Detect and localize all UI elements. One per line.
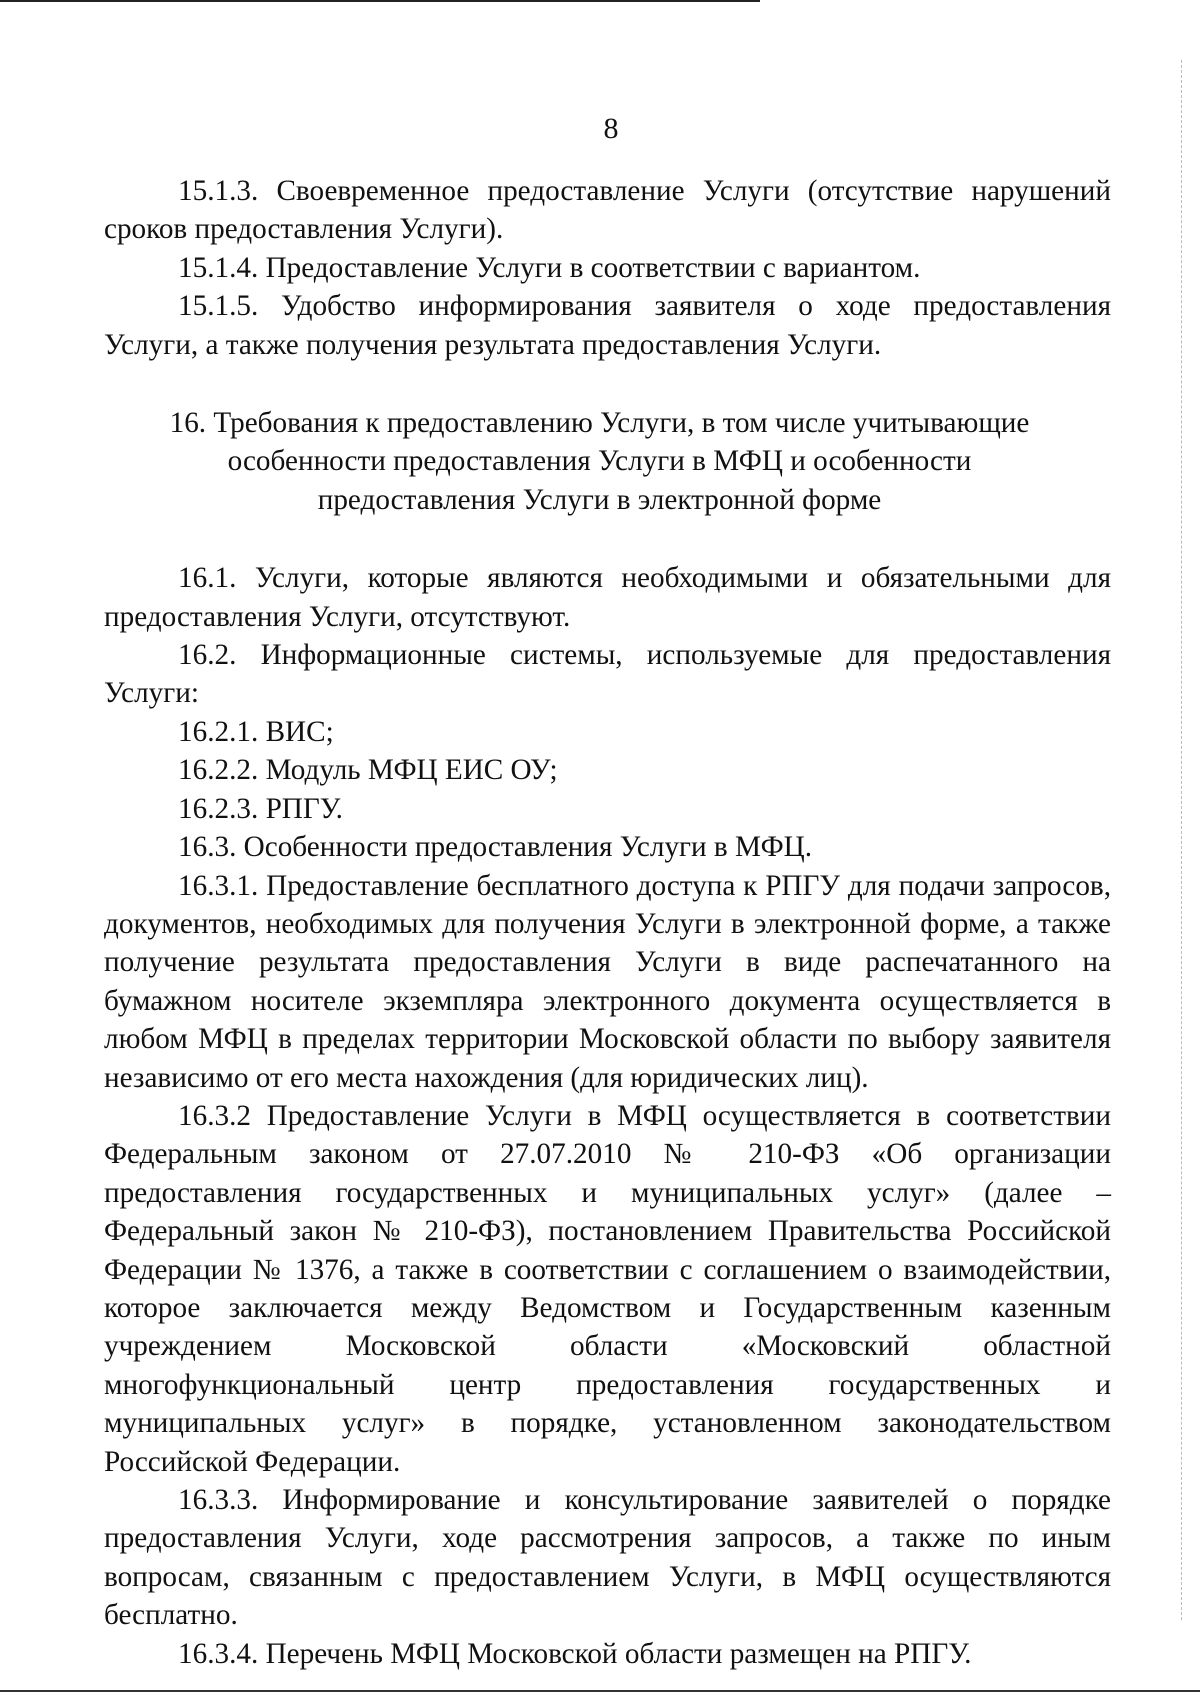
document-body (104, 172, 1111, 1673)
paragraph-16-2-3: 16.2.3. РПГУ. (178, 792, 343, 825)
paragraph-15-1-4: 15.1.4. Предоставление Услуги в соответствии с вариантом. (178, 251, 921, 284)
scan-edge-top (0, 0, 760, 2)
scan-edge-right (1181, 60, 1182, 1620)
paragraph-15-1-3: 15.1.3. Своевременное предоставление Услуги (отсутствие нарушений сроков предоставления Услуги). (104, 175, 1111, 246)
paragraph-16-2: 16.2. Информационные системы, используемые для предоставления Услуги: (104, 639, 1111, 710)
section-heading-16: 16. Требования к предоставлению Услуги, в том числе учитывающие особенности предоставления Услуги в МФЦ и особенности предоставления Услуги в электронной форме (169, 407, 1030, 516)
paragraph-16-2-1: 16.2.1. ВИС; (178, 715, 334, 748)
paragraph-16-3: 16.3. Особенности предоставления Услуги в МФЦ. (178, 831, 813, 864)
paragraph-16-3-1: 16.3.1. Предоставление бесплатного доступа к РПГУ для подачи запросов, документов, необходимых для получения Услуги в электронной форме, а также получение результата предоставления Услуги в виде распечатанного на бумажном носителе экземпляра электронного документа осуществляется в любом МФЦ в пределах территории Московской области по выбору заявителя независимо от его места нахождения (для юридических лиц). (104, 869, 1111, 1094)
paragraph-16-2-2: 16.2.2. Модуль МФЦ ЕИС ОУ; (178, 754, 558, 787)
scan-edge-bottom (0, 1690, 1200, 1692)
paragraph-16-3-3: 16.3.3. Информирование и консультирование заявителей о порядке предоставления Услуги, ходе рассмотрения запросов, а также по иным вопросам, связанным с предоставлением Услуги, в МФЦ осуществляются бесплатно. (104, 1484, 1111, 1632)
page-number: 8 (603, 112, 619, 145)
paragraph-15-1-5: 15.1.5. Удобство информирования заявителя о ходе предоставления Услуги, а также получения результата предоставления Услуги. (104, 290, 1111, 361)
paragraph-16-3-4: 16.3.4. Перечень МФЦ Московской области размещен на РПГУ. (178, 1637, 972, 1670)
paragraph-16-1: 16.1. Услуги, которые являются необходимыми и обязательными для предоставления Услуги, отсутствуют. (104, 562, 1111, 633)
paragraph-16-3-2: 16.3.2 Предоставление Услуги в МФЦ осуществляется в соответствии Федеральным законом от 27.07.2010 № 210-ФЗ «Об организации предоставления государственных и муниципальных услуг» (далее – Федеральный закон № 210-ФЗ), постановлением Правительства Российской Федерации № 1376, а также в соответствии с соглашением о взаимодействии, которое заключается между Ведомством и Государственным казенным учреждением Московской области «Московский областной многофункциональный центр предоставления государственных и муниципальных услуг» в порядке, установленном законодательством Российской Федерации. (104, 1099, 1111, 1478)
